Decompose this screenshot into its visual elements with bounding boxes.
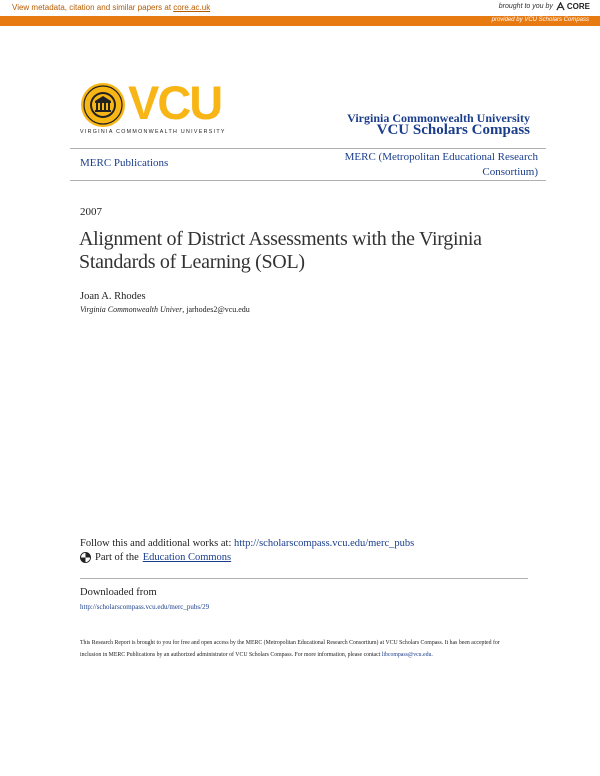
commons-network-icon bbox=[80, 552, 91, 563]
downloaded-url-link[interactable]: http://scholarscompass.vcu.edu/merc_pubs/29 bbox=[80, 603, 210, 611]
follow-url-link[interactable]: http://scholarscompass.vcu.edu/merc_pubs bbox=[234, 538, 415, 549]
affiliation-institution: Virginia Commonwealth Univer bbox=[80, 305, 183, 314]
footer-notice bbox=[80, 637, 520, 661]
author-email: , jarhodes2@vcu.edu bbox=[182, 305, 250, 314]
brought-by-label: brought to you by bbox=[498, 3, 553, 10]
footer-text: This Research Report is brought to you for free and open access by the MERC (Metropolitan Educational Research Consortium) at VCU Scholars Compass. It has been accepted for inclusion in MERC Publications by an authorized administrator of VCU Scholars Compass. For more information, please contact bbox=[80, 640, 500, 658]
follow-prefix: Follow this and additional works at: bbox=[80, 538, 232, 549]
follow-line bbox=[80, 538, 414, 549]
author-affiliation bbox=[80, 305, 250, 314]
provided-by-text: provided by VCU Scholars Compass bbox=[491, 17, 589, 23]
header-divider-top bbox=[70, 148, 546, 149]
vcu-seal-icon bbox=[80, 82, 126, 128]
download-divider bbox=[80, 578, 528, 579]
part-of-line bbox=[80, 552, 231, 563]
collection-link[interactable]: MERC Publications bbox=[80, 157, 169, 169]
core-brought-by[interactable] bbox=[499, 2, 590, 11]
core-link[interactable]: core.ac.uk bbox=[173, 3, 211, 12]
core-metadata-link-line bbox=[12, 3, 210, 12]
core-logo-text: CORE bbox=[566, 2, 590, 11]
core-provided-strip bbox=[0, 16, 600, 26]
footer-text-end: . bbox=[431, 652, 433, 658]
header-divider-bottom bbox=[70, 180, 546, 181]
core-logo[interactable] bbox=[556, 2, 590, 11]
part-of-prefix: Part of the bbox=[95, 552, 139, 563]
university-name[interactable]: Virginia Commonwealth University bbox=[347, 111, 530, 125]
core-logo-icon bbox=[556, 2, 565, 11]
education-commons-link[interactable]: Education Commons bbox=[142, 552, 232, 563]
publication-year: 2007 bbox=[80, 206, 102, 218]
core-banner bbox=[0, 0, 600, 26]
core-link-prefix: View metadata, citation and similar papers at bbox=[12, 3, 172, 12]
core-top-bar bbox=[0, 0, 600, 16]
contact-email-link[interactable]: libcompass@vcu.edu bbox=[381, 652, 432, 658]
vcu-wordmark: VCU bbox=[128, 76, 222, 129]
repository-name[interactable]: VCU Scholars Compass bbox=[376, 122, 530, 138]
document-title: Alignment of District Assessments with the Virginia Standards of Learning (SOL) bbox=[79, 228, 482, 273]
downloaded-from-label: Downloaded from bbox=[80, 587, 157, 598]
collection-parent-link[interactable]: MERC (Metropolitan Educational Research Consortium) bbox=[344, 151, 538, 178]
author-name: Joan A. Rhodes bbox=[80, 291, 146, 302]
vcu-logo bbox=[80, 76, 245, 140]
vcu-logo-subtitle: VIRGINIA COMMONWEALTH UNIVERSITY bbox=[80, 129, 226, 135]
